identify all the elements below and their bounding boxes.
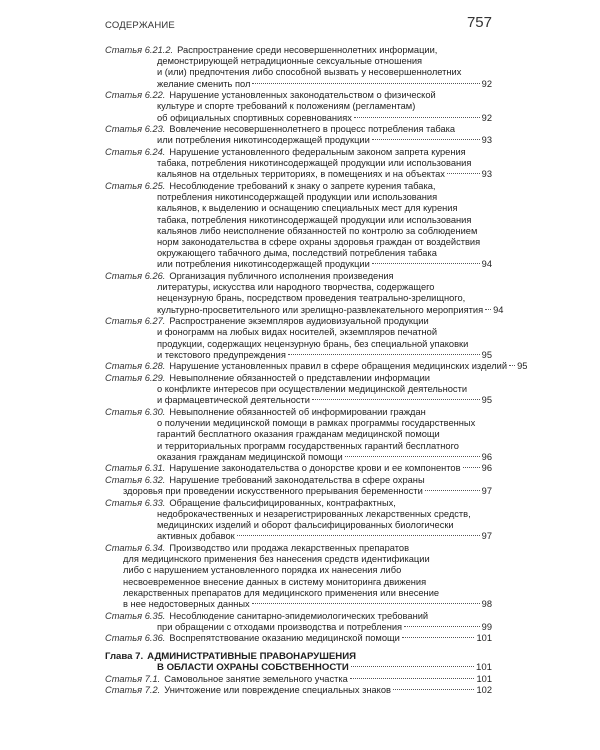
- toc-entry-line: [105, 418, 492, 429]
- article-number: Статья 6.34.: [105, 543, 166, 554]
- toc-entry-line: [105, 56, 492, 67]
- article-title-continuation: кальянов, к выделению и оснащению специальных мест для курения: [157, 203, 458, 214]
- toc-entry-line: [105, 147, 492, 158]
- dot-leader: [463, 467, 480, 468]
- entry-page-number: 101: [476, 633, 492, 644]
- article-title: Распространение экземпляров аудиовизуальной продукции: [169, 316, 429, 327]
- toc-entry-line: [105, 203, 492, 214]
- article-title-continuation: окружающего табачного дыма, последствий потребления табака: [157, 248, 437, 259]
- article-title-continuation: об официальных спортивных соревнованиях: [157, 112, 352, 123]
- article-title-continuation: активных добавок: [157, 531, 235, 542]
- entry-page-number: 98: [481, 599, 492, 610]
- article-number: Статья 6.25.: [105, 181, 166, 191]
- article-title-continuation: потребления никотинсодержащей продукции или использования: [157, 192, 438, 203]
- toc-entry-line: [105, 565, 492, 576]
- dot-leader: [252, 603, 480, 604]
- toc-entry-line: [105, 599, 492, 610]
- article-title: Нарушение законодательства о донорстве крови и ее компонентов: [169, 463, 461, 474]
- toc-entry[interactable]: [105, 181, 492, 271]
- entry-page-number: 94: [493, 304, 504, 315]
- chapter-heading[interactable]: [105, 651, 492, 674]
- entry-page-number: 95: [481, 349, 492, 360]
- toc-entry-line: [105, 282, 492, 293]
- article-title-continuation: табака, потребления никотинсодержащей продукции или использования: [157, 214, 472, 225]
- article-number: Статья 6.36.: [105, 633, 166, 644]
- entry-page-number: 95: [481, 395, 492, 406]
- toc-entry-line: [105, 192, 492, 203]
- dot-leader: [345, 456, 480, 457]
- article-title: Нарушение установленного федеральным законом запрета курения: [169, 147, 466, 157]
- article-title-continuation: культурно-просветительного или зрелищно-развлекательного мероприятия: [157, 304, 484, 315]
- toc-entry-line: [105, 293, 492, 304]
- article-title-continuation: культуре и спорте требований к положениям (регламентам): [157, 101, 416, 112]
- toc-entry-line: [105, 486, 492, 497]
- toc-entry-line: [105, 611, 492, 622]
- article-title-continuation: лекарственных препаратов для медицинского применения или внесение: [123, 587, 440, 598]
- article-title-continuation: в нее недостоверных данных: [123, 599, 250, 610]
- toc-entry-line: [105, 577, 492, 588]
- article-number: Статья 6.21.2.: [105, 45, 174, 55]
- toc-entry-line: [105, 407, 492, 418]
- article-title-continuation: о получении медицинской помощи в рамках программы государственных: [157, 418, 476, 429]
- toc-entry[interactable]: [105, 373, 492, 407]
- entry-page-number: 93: [481, 135, 492, 146]
- toc-entry[interactable]: [105, 45, 492, 90]
- toc-entry[interactable]: [105, 271, 504, 316]
- article-title-continuation: кальянов на отдельных территориях, в помещениях и на объектах: [157, 169, 445, 180]
- chapter-title: АДМИНИСТРАТИВНЫЕ ПРАВОНАРУШЕНИЯ: [147, 650, 357, 662]
- toc-entry-line: [105, 441, 492, 452]
- chapter-label: Глава 7.: [105, 650, 144, 662]
- toc-entry-line: [105, 588, 492, 599]
- dot-leader: [485, 309, 491, 310]
- article-number: Статья 6.28.: [105, 361, 166, 372]
- dot-leader: [402, 637, 475, 638]
- toc-entry[interactable]: [105, 685, 492, 696]
- toc-entry[interactable]: [105, 407, 492, 463]
- article-title: Обращение фальсифицированных, контрафактных,: [169, 497, 396, 508]
- toc-entry-line: [105, 685, 492, 696]
- dot-leader: [288, 354, 480, 355]
- toc-entry[interactable]: [105, 475, 492, 497]
- article-title-continuation: табака, потребления никотинсодержащей продукции или использования: [157, 158, 472, 169]
- chapter-title-line: [105, 651, 492, 662]
- article-number: Статья 6.24.: [105, 147, 166, 157]
- article-title-continuation: продукции, содержащих нецензурную брань, без специальной упаковки: [157, 338, 469, 349]
- toc-entry[interactable]: [105, 611, 492, 633]
- article-title-continuation: и фармацевтической деятельности: [157, 395, 311, 406]
- article-title-continuation: кальянов либо неисполнение обязанностей по контролю за соблюдением: [157, 225, 478, 236]
- toc-entry-line: [105, 90, 492, 101]
- entry-page-number: 97: [481, 486, 492, 497]
- toc-entry-line: [105, 554, 492, 565]
- dot-leader: [354, 117, 480, 118]
- toc-entry-line: [105, 373, 492, 384]
- article-title: Несоблюдение требований к знаку о запрете курения табака,: [169, 181, 436, 191]
- article-title-continuation: желание сменить пол: [157, 78, 251, 89]
- article-number: Статья 7.1.: [105, 673, 161, 684]
- toc-entry-line: [105, 350, 492, 361]
- dot-leader: [372, 263, 480, 264]
- toc-entry-line: [105, 181, 492, 192]
- article-number: Статья 6.23.: [105, 124, 166, 135]
- dot-leader: [404, 626, 480, 627]
- dot-leader: [351, 666, 474, 667]
- toc-entry[interactable]: [105, 147, 492, 181]
- article-number: Статья 6.22.: [105, 90, 166, 101]
- chapter-title-continuation: В ОБЛАСТИ ОХРАНЫ СОБСТВЕННОСТИ: [157, 662, 349, 674]
- article-title-continuation: и территориальных программ государственных гарантий бесплатного: [157, 440, 459, 451]
- entry-page-number: 92: [481, 112, 492, 123]
- article-title: Невыполнение обязанностей об информировании граждан: [169, 407, 426, 418]
- entry-page-number: 94: [481, 259, 492, 270]
- article-title-continuation: либо с нарушением установленного порядка их нанесения либо: [123, 565, 402, 576]
- article-title-continuation: при обращении с отходами производства и потребления: [157, 621, 403, 632]
- toc-entry-line: [105, 316, 492, 327]
- article-number: Статья 7.2.: [105, 685, 161, 696]
- entry-page-number: 97: [481, 531, 492, 542]
- toc-entry[interactable]: [105, 361, 528, 372]
- article-title-continuation: гарантий бесплатного оказания гражданам медицинской помощи: [157, 429, 440, 440]
- dot-leader: [237, 535, 480, 536]
- toc-entry-line: [105, 674, 492, 685]
- chapter-page-number: 101: [475, 662, 492, 674]
- toc-entry-line: [105, 237, 492, 248]
- article-title: Организация публичного исполнения произведения: [169, 271, 394, 282]
- dot-leader: [393, 689, 475, 690]
- dot-leader: [447, 173, 480, 174]
- toc-entry-line: [105, 67, 492, 78]
- article-title: Уничтожение или повреждение специальных знаков: [164, 685, 391, 696]
- toc-entry-line: [105, 113, 492, 124]
- toc-entry[interactable]: [105, 463, 492, 474]
- article-number: Статья 6.35.: [105, 610, 166, 621]
- article-title: Нарушение требований законодательства в сфере охраны: [169, 475, 425, 486]
- article-title: Воспрепятствование оказанию медицинской помощи: [169, 633, 400, 644]
- toc-entry-line: [105, 169, 492, 180]
- entry-page-number: 96: [481, 463, 492, 474]
- article-number: Статья 6.31.: [105, 463, 166, 474]
- toc-entry-line: [105, 226, 492, 237]
- article-title-continuation: здоровья при проведении искусственного прерывания беременности: [123, 486, 423, 497]
- toc-entry[interactable]: [105, 674, 492, 685]
- toc-entry-line: [105, 463, 492, 474]
- entry-page-number: 95: [517, 361, 528, 372]
- entry-page-number: 96: [481, 451, 492, 462]
- article-title: Невыполнение обязанностей о представлении информации: [169, 373, 430, 384]
- toc-entry-line: [105, 531, 492, 542]
- toc-entry-line: [105, 475, 492, 486]
- article-title-continuation: или потребления никотинсодержащей продукции: [157, 135, 370, 146]
- article-title-continuation: недоброкачественных и незарегистрированных лекарственных средств,: [157, 509, 471, 520]
- article-title: Вовлечение несовершеннолетнего в процесс потребления табака: [169, 124, 456, 135]
- article-title: Нарушение установленных правил в сфере обращения медицинских изделий: [169, 361, 508, 372]
- entry-page-number: 93: [481, 169, 492, 180]
- dot-leader: [350, 678, 475, 679]
- article-title: Несоблюдение санитарно-эпидемиологических требований: [169, 610, 429, 621]
- toc-entry-line: [105, 215, 492, 226]
- dot-leader: [509, 365, 515, 366]
- toc-entry-line: [105, 124, 492, 135]
- article-title: Распространение среди несовершеннолетних информации,: [177, 45, 438, 55]
- toc-entry[interactable]: [105, 633, 492, 644]
- dot-leader: [252, 83, 479, 84]
- toc-entry-line: [105, 79, 492, 90]
- toc-entry[interactable]: [105, 124, 492, 146]
- article-title-continuation: и (или) предпочтения либо способной вызвать у несовершеннолетних: [157, 67, 462, 78]
- toc-entry-line: [105, 271, 492, 282]
- chapter-title-line: [105, 662, 492, 673]
- toc-entry-line: [105, 395, 492, 406]
- toc-entry[interactable]: [105, 90, 492, 124]
- article-number: Статья 6.29.: [105, 373, 166, 384]
- article-title-continuation: о конфликте интересов при осуществлении медицинской деятельности: [157, 384, 468, 395]
- running-header: [105, 14, 492, 34]
- toc-entry-line: [105, 259, 492, 270]
- toc-entry-line: [105, 429, 492, 440]
- toc-entry-line: [105, 361, 528, 372]
- article-number: Статья 6.26.: [105, 271, 166, 282]
- article-number: Статья 6.30.: [105, 407, 166, 418]
- entry-page-number: 101: [476, 673, 492, 684]
- toc-entry-line: [105, 633, 492, 644]
- article-title-continuation: и текстового предупреждения: [157, 349, 286, 360]
- toc-entry[interactable]: [105, 498, 492, 543]
- article-title: Нарушение установленных законодательством о физической: [169, 90, 436, 101]
- toc-entry[interactable]: [105, 543, 492, 610]
- toc-entry-line: [105, 509, 492, 520]
- article-title-continuation: и фонограмм на любых видах носителей, экземпляров печатной: [157, 327, 438, 338]
- toc-entry-line: [105, 248, 492, 259]
- article-title-continuation: для медицинского применения без нанесения средств идентификации: [123, 554, 430, 565]
- article-title-continuation: несвоевременное внесение данных в систему мониторинга движения: [123, 576, 427, 587]
- article-title-continuation: нецензурную брань, посредством проведения театрально-зрелищного,: [157, 293, 466, 304]
- entry-page-number: 99: [481, 621, 492, 632]
- toc-entry-line: [105, 384, 492, 395]
- article-title-continuation: норм законодательства в сфере охраны здоровья граждан от воздействия: [157, 237, 481, 248]
- article-title-continuation: оказания гражданам медицинской помощи: [157, 451, 343, 462]
- article-number: Статья 6.33.: [105, 497, 166, 508]
- toc-entry-line: [105, 452, 492, 463]
- toc-entry-line: [105, 135, 492, 146]
- toc-entry-line: [105, 327, 492, 338]
- table-of-contents: [105, 45, 528, 697]
- article-number: Статья 6.32.: [105, 475, 166, 486]
- dot-leader: [425, 490, 480, 491]
- article-title: Самовольное занятие земельного участка: [164, 673, 348, 684]
- dot-leader: [372, 139, 480, 140]
- toc-entry[interactable]: [105, 316, 492, 361]
- dot-leader: [312, 399, 480, 400]
- toc-entry-line: [105, 498, 492, 509]
- article-number: Статья 6.27.: [105, 316, 166, 327]
- toc-entry-line: [105, 101, 492, 112]
- toc-entry-line: [105, 158, 492, 169]
- toc-entry-line: [105, 304, 504, 316]
- toc-entry-line: [105, 622, 492, 633]
- page-header-title: СОДЕРЖАНИЕ: [105, 20, 175, 31]
- toc-entry-line: [105, 543, 492, 554]
- toc-entry-line: [105, 45, 492, 56]
- article-title: Производство или продажа лекарственных препаратов: [169, 543, 410, 554]
- article-title-continuation: литературы, искусства или народного творчества, содержащего: [157, 282, 435, 293]
- entry-page-number: 102: [476, 685, 492, 696]
- article-title-continuation: демонстрирующей нетрадиционные сексуальные отношения: [157, 56, 423, 67]
- article-title-continuation: медицинских изделий и оборот фальсифицированных биологически: [157, 520, 454, 531]
- entry-page-number: 92: [481, 78, 492, 89]
- article-title-continuation: или потребления никотинсодержащей продукции: [157, 259, 370, 270]
- page-number: 757: [466, 14, 492, 31]
- toc-entry-line: [105, 339, 492, 350]
- toc-entry-line: [105, 520, 492, 531]
